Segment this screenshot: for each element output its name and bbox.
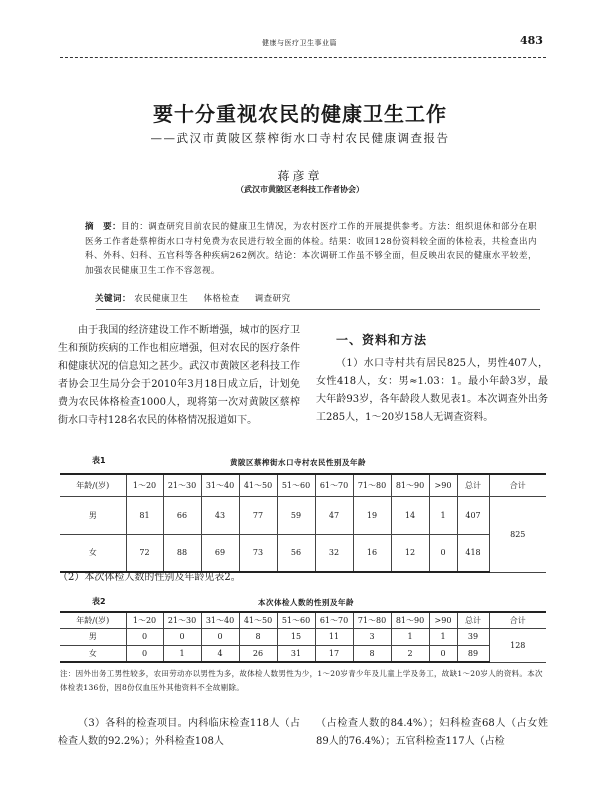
running-header-journal: 健康与医疗卫生事业篇 [262,39,337,47]
table-header-cell: 合计 [489,612,546,628]
table-cell: 73 [239,534,277,572]
grand-total-cell: 825 [489,496,546,572]
table-header-cell: 51～60 [277,474,315,496]
table-cell: 8 [239,628,277,645]
article-title: 要十分重视农民的健康卫生工作 [153,102,447,126]
table-cell: 31 [277,645,315,662]
table-cell: 56 [277,534,315,572]
table-cell: 14 [391,496,429,534]
table-header-cell: 年龄/(岁) [60,612,126,628]
abstract-label: 摘 要： [85,222,122,232]
table-header-cell: 年龄/(岁) [60,474,126,496]
table-header-row [60,612,546,628]
table-cell: 0 [201,628,239,645]
abstract-text: 目的：调查研究目前农民的健康卫生情况，为农村医疗工作的开展提供参考。方法：组织退休和部分在职医务工作者赴蔡榨街水口寺村免费为农民进行较全面的体检。结果：收回128份资料较全面的体检表，共检查出内科、外科、妇科、五官科等各种疾病262例次。结论：本次调研工作虽不够全面，但反映出农民的健康水平较差，加强农民健康卫生工作不容忽视。 [85,222,537,276]
table-cell: 1 [163,645,201,662]
table-cell: 2 [391,645,429,662]
table-cell: 12 [391,534,429,572]
table-header-cell: 总计 [457,612,489,628]
grand-total-cell: 128 [489,628,546,662]
row-sex-cell: 女 [60,645,126,662]
section1-paragraph: （1）水口寺村共有居民825人，男性407人，女性418人，女：男≈1.03：1。最小年龄3岁，最大年龄93岁，各年龄段人数见表1。本次调查外出务工285人，1～20岁158人无调查资料。 [316,358,548,423]
table-header-cell: 21～30 [163,612,201,628]
table-cell: 4 [201,645,239,662]
table-cell: 0 [163,628,201,645]
table-header-cell: 41～50 [239,612,277,628]
table-cell: 39 [457,628,489,645]
table-cell: 17 [315,645,353,662]
keywords [95,292,303,304]
table-cell: 11 [315,628,353,645]
table-cell: 1 [429,628,457,645]
table-cell: 407 [457,496,489,534]
table-cell: 59 [277,496,315,534]
abstract [85,220,537,278]
table-note: 注：因外出务工男性较多，农田劳动亦以男性为多，故体检人数男性为少，1～20岁青少年及儿童上学及务工，故缺1～20岁人的资料。本次体检表136份，因8份仅血压外其他资料不全故剔除。 [60,669,543,692]
table-cell: 81 [126,496,163,534]
abstract-divider [96,309,540,310]
table-header-cell: 31～40 [201,474,239,496]
article-subtitle: ——武汉市黄陂区蔡榨街水口寺村农民健康调查报告 [150,131,450,145]
table-cell: 0 [429,534,457,572]
table-cell: 88 [163,534,201,572]
page-number: 483 [520,34,543,47]
table-cell: 0 [126,628,163,645]
table-header-cell: 51～60 [277,612,315,628]
table-header-cell: 1～20 [126,612,163,628]
table-cell: 66 [163,496,201,534]
table2-title: 本次体检人数的性别及年龄 [258,598,354,607]
table-header-cell: 1～20 [126,474,163,496]
intro-paragraph: 由于我国的经济建设工作不断增强，城市的医疗卫生和预防疾病的工作也相应增强，但对农民的医疗条件和健康状况的信息知之甚少。武汉市黄陂区老科技工作者协会卫生局分会于2010年3月18日成立后，计划免费为农民体格检查1000人，现将第一次对黄陂区蔡榨街水口寺村128名农民的体格情况报道如下。 [58,325,300,426]
table-cell: 26 [239,645,277,662]
table-cell: 77 [239,496,277,534]
keywords-label: 关键词： [95,294,132,304]
table2-label: 表2 [92,597,106,606]
keyword: 农民健康卫生 [134,294,189,304]
table-cell: 1 [391,628,429,645]
section3-paragraph-right: （占检查人数的84.4%）；妇科检查68人（占女姓89人的76.4%）；五官科检查117人（占检 [316,718,548,747]
table-header-cell: 71～80 [353,612,391,628]
table-header-cell: 61～70 [315,474,353,496]
keyword: 体格检查 [203,294,240,304]
row-sex-cell: 女 [60,534,126,572]
table-header-cell: 41～50 [239,474,277,496]
table-row [60,645,546,662]
section3-paragraph-left: （3）各科的检查项目。内科临床检查118人（占检查人数的92.2%）；外科检查108人 [58,718,300,747]
table1-title: 黄陂区蔡榨街水口寺村农民性别及年龄 [230,458,366,467]
author-name: 蒋彦章 [277,169,323,183]
table-row [60,496,546,534]
table-cell: 1 [429,496,457,534]
keyword: 调查研究 [254,294,291,304]
table-cell: 8 [353,645,391,662]
table-cell: 3 [353,628,391,645]
table-cell: 47 [315,496,353,534]
table-cell: 418 [457,534,489,572]
table-header-cell: 总计 [457,474,489,496]
table-header-cell: >90 [429,612,457,628]
table-header-cell: >90 [429,474,457,496]
author-affiliation: （武汉市黄陂区老科技工作者协会） [236,185,364,194]
table1 [60,473,546,573]
table-row [60,628,546,645]
table-row [60,534,546,572]
table-cell: 72 [126,534,163,572]
table-cell: 69 [201,534,239,572]
table-header-cell: 81～90 [391,474,429,496]
table-header-cell: 81～90 [391,612,429,628]
row-sex-cell: 男 [60,496,126,534]
table-header-cell: 31～40 [201,612,239,628]
table-cell: 0 [126,645,163,662]
table-cell: 15 [277,628,315,645]
table-cell: 89 [457,645,489,662]
header-rule [60,57,546,58]
table-header-cell: 合计 [489,474,546,496]
table2-intro: （2）本次体检人数的性别及年龄见表2。 [58,572,241,583]
table-header-cell: 61～70 [315,612,353,628]
table-header-cell: 71～80 [353,474,391,496]
table-cell: 32 [315,534,353,572]
table-cell: 19 [353,496,391,534]
section-heading: 一、资料和方法 [336,333,428,347]
table1-label: 表1 [92,456,106,465]
table-header-cell: 21～30 [163,474,201,496]
row-sex-cell: 男 [60,628,126,645]
table-cell: 43 [201,496,239,534]
table2 [60,611,546,663]
table-header-row [60,474,546,496]
table-cell: 0 [429,645,457,662]
table-cell: 16 [353,534,391,572]
